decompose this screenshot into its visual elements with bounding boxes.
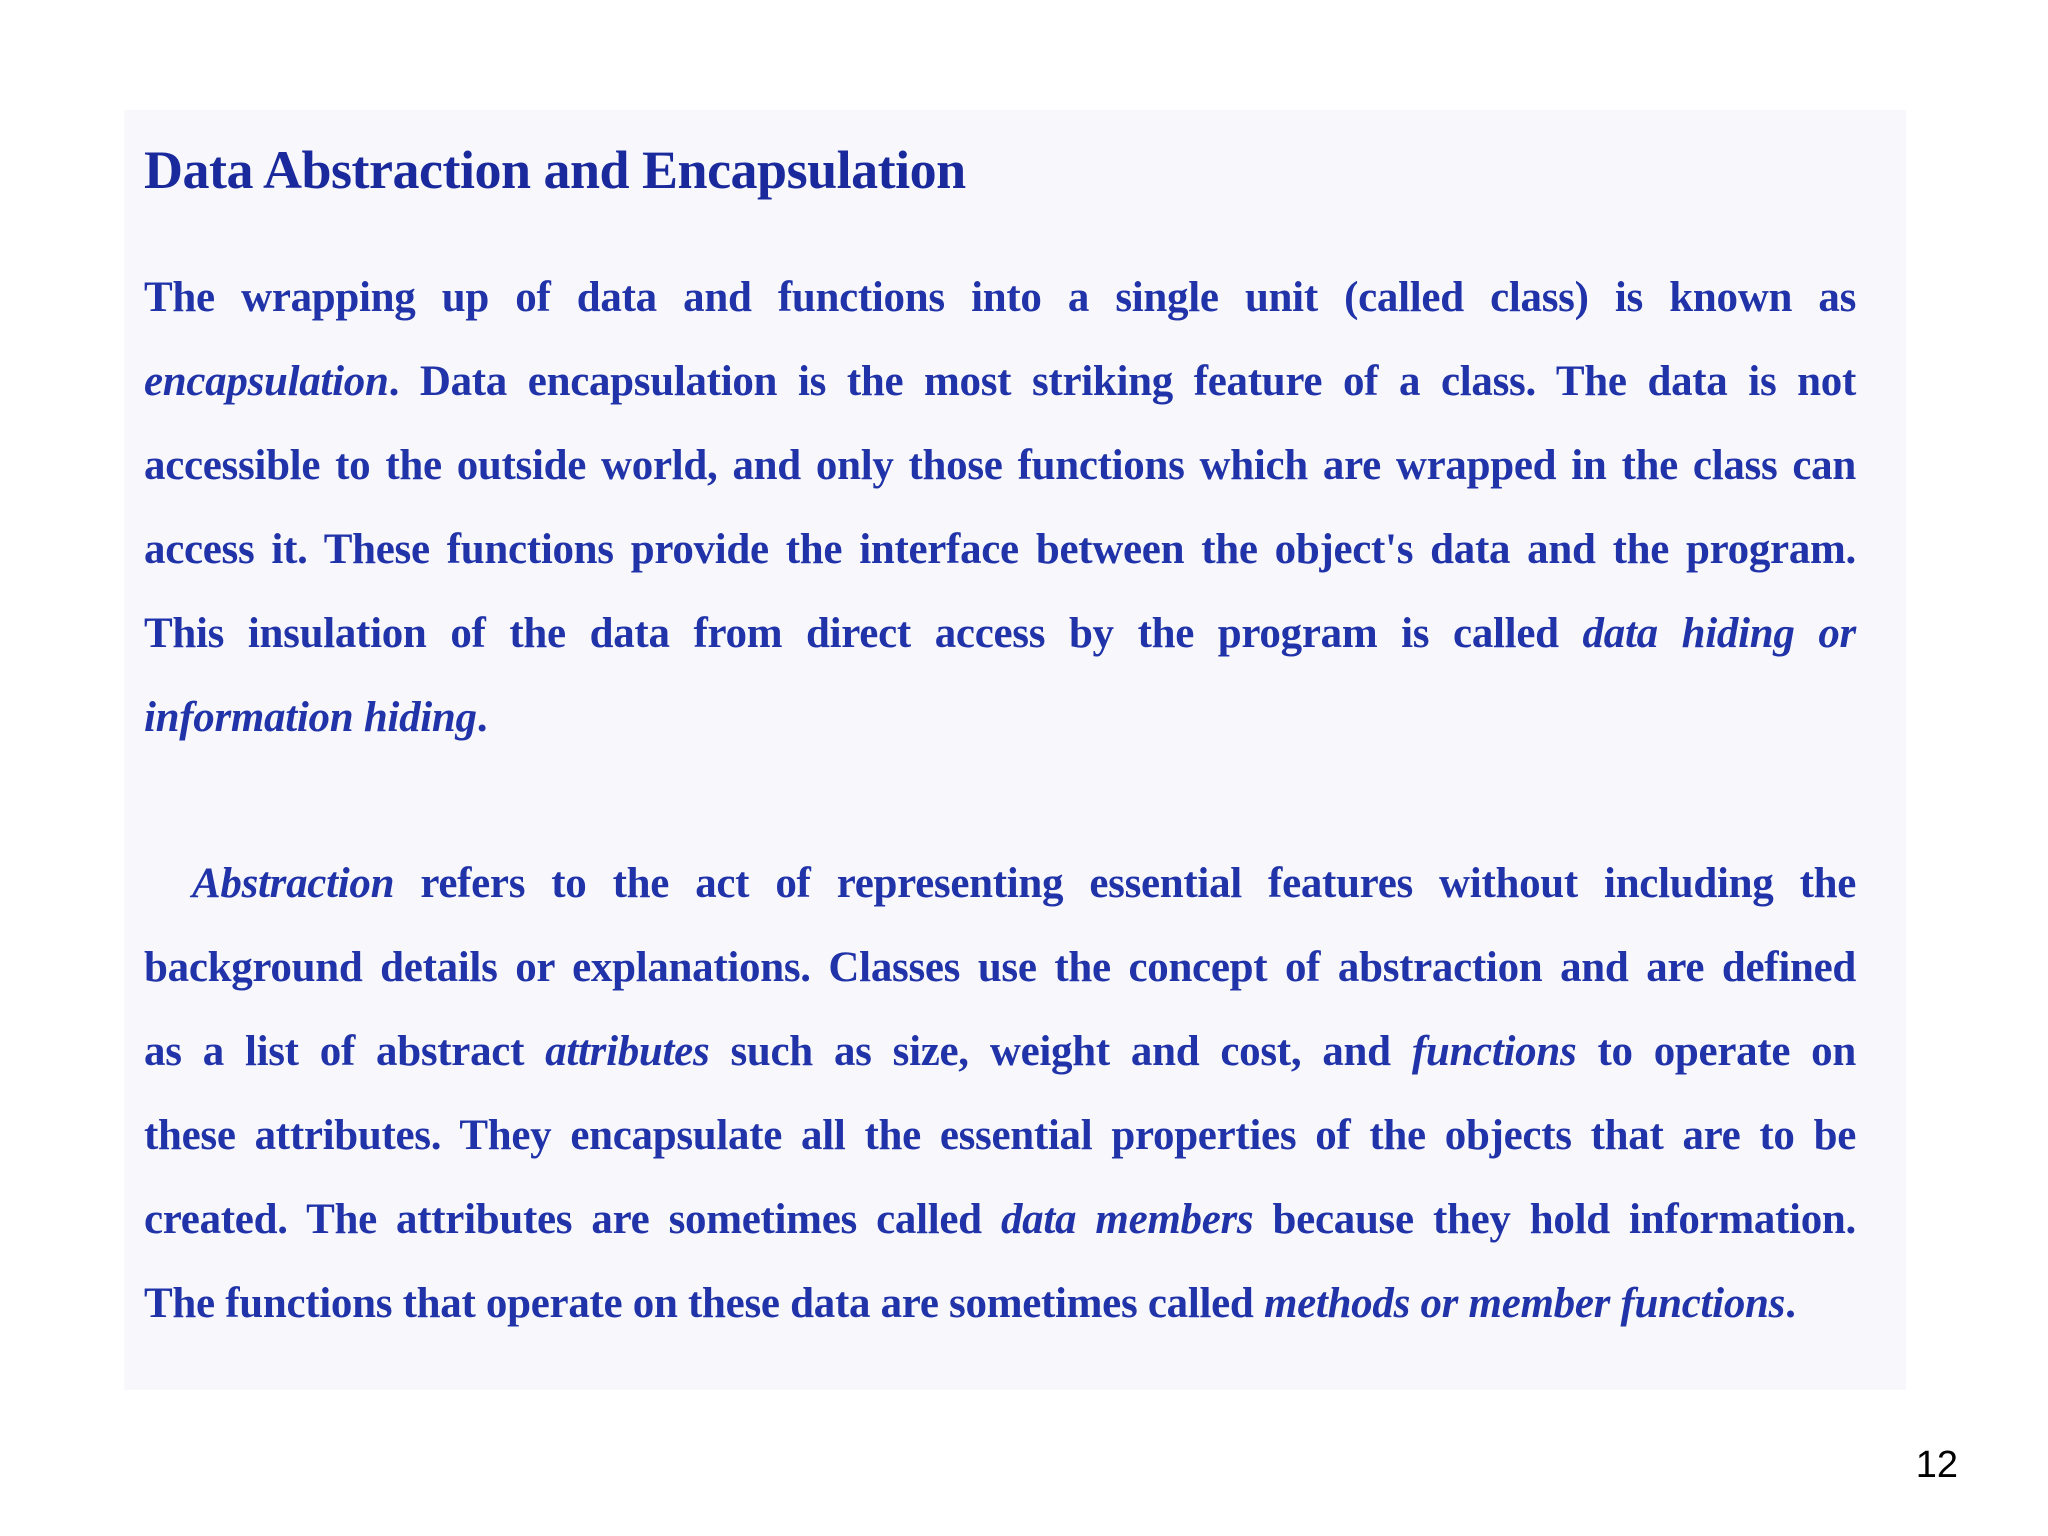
text-run: The functions that operate on these data are sometimes called [144, 1280, 1264, 1327]
text-run: as a list of abstract [144, 1028, 546, 1075]
paragraph-line [144, 508, 1856, 592]
text-run: to operate on [1576, 1028, 1856, 1075]
text-run: because they hold information. [1253, 1196, 1856, 1243]
section-heading: Data Abstraction and Encapsulation [144, 140, 966, 200]
italic-term-encapsulation: encapsulation [144, 358, 389, 405]
italic-term-information-hiding: information hiding [144, 694, 477, 741]
paragraph-line [144, 1262, 1856, 1346]
paragraph-line [144, 592, 1856, 676]
italic-term-methods: methods or member functions [1263, 1280, 1786, 1327]
text-run: these attributes. They encapsulate all the essential properties of the objects that are to be [144, 1112, 1856, 1159]
text-run: This insulation of the data from direct access by the program is called [144, 610, 1583, 657]
paragraph-line [144, 256, 1856, 340]
text-run: . [1785, 1280, 1796, 1327]
paragraph-line [144, 424, 1856, 508]
text-run: background details or explanations. Classes use the concept of abstraction and are defined [144, 944, 1856, 991]
text-run: . [476, 694, 488, 741]
paragraph-line [144, 340, 1856, 424]
abstraction-paragraph [144, 842, 1856, 1346]
italic-term-data-members: data members [1000, 1196, 1254, 1243]
text-run: such as size, weight and cost, and [709, 1028, 1412, 1075]
text-run: The wrapping up of data and functions into a single unit (called class) is known as [144, 274, 1856, 321]
paragraph-line [144, 1010, 1856, 1094]
text-run: created. The attributes are sometimes called [144, 1196, 1001, 1243]
paragraph-line [144, 1094, 1856, 1178]
text-run: accessible to the outside world, and only those functions which are wrapped in the class can [144, 442, 1856, 489]
paragraph-line [144, 842, 1856, 926]
text-run: access it. These functions provide the interface between the object's data and the program. [144, 526, 1856, 573]
paragraph-line [144, 676, 1856, 760]
paragraph-line [144, 1178, 1856, 1262]
page-number: 12 [1915, 1444, 1958, 1486]
text-run: . Data encapsulation is the most striking feature of a class. The data is not [388, 358, 1856, 405]
italic-term-functions: functions [1411, 1028, 1577, 1075]
italic-term-abstraction: Abstraction [192, 860, 395, 907]
paragraph-line [144, 926, 1856, 1010]
encapsulation-paragraph [144, 256, 1856, 760]
italic-term-data-hiding: data hiding or [1582, 610, 1856, 657]
italic-term-attributes: attributes [545, 1028, 710, 1075]
text-run: refers to the act of representing essential features without including the [394, 860, 1856, 907]
